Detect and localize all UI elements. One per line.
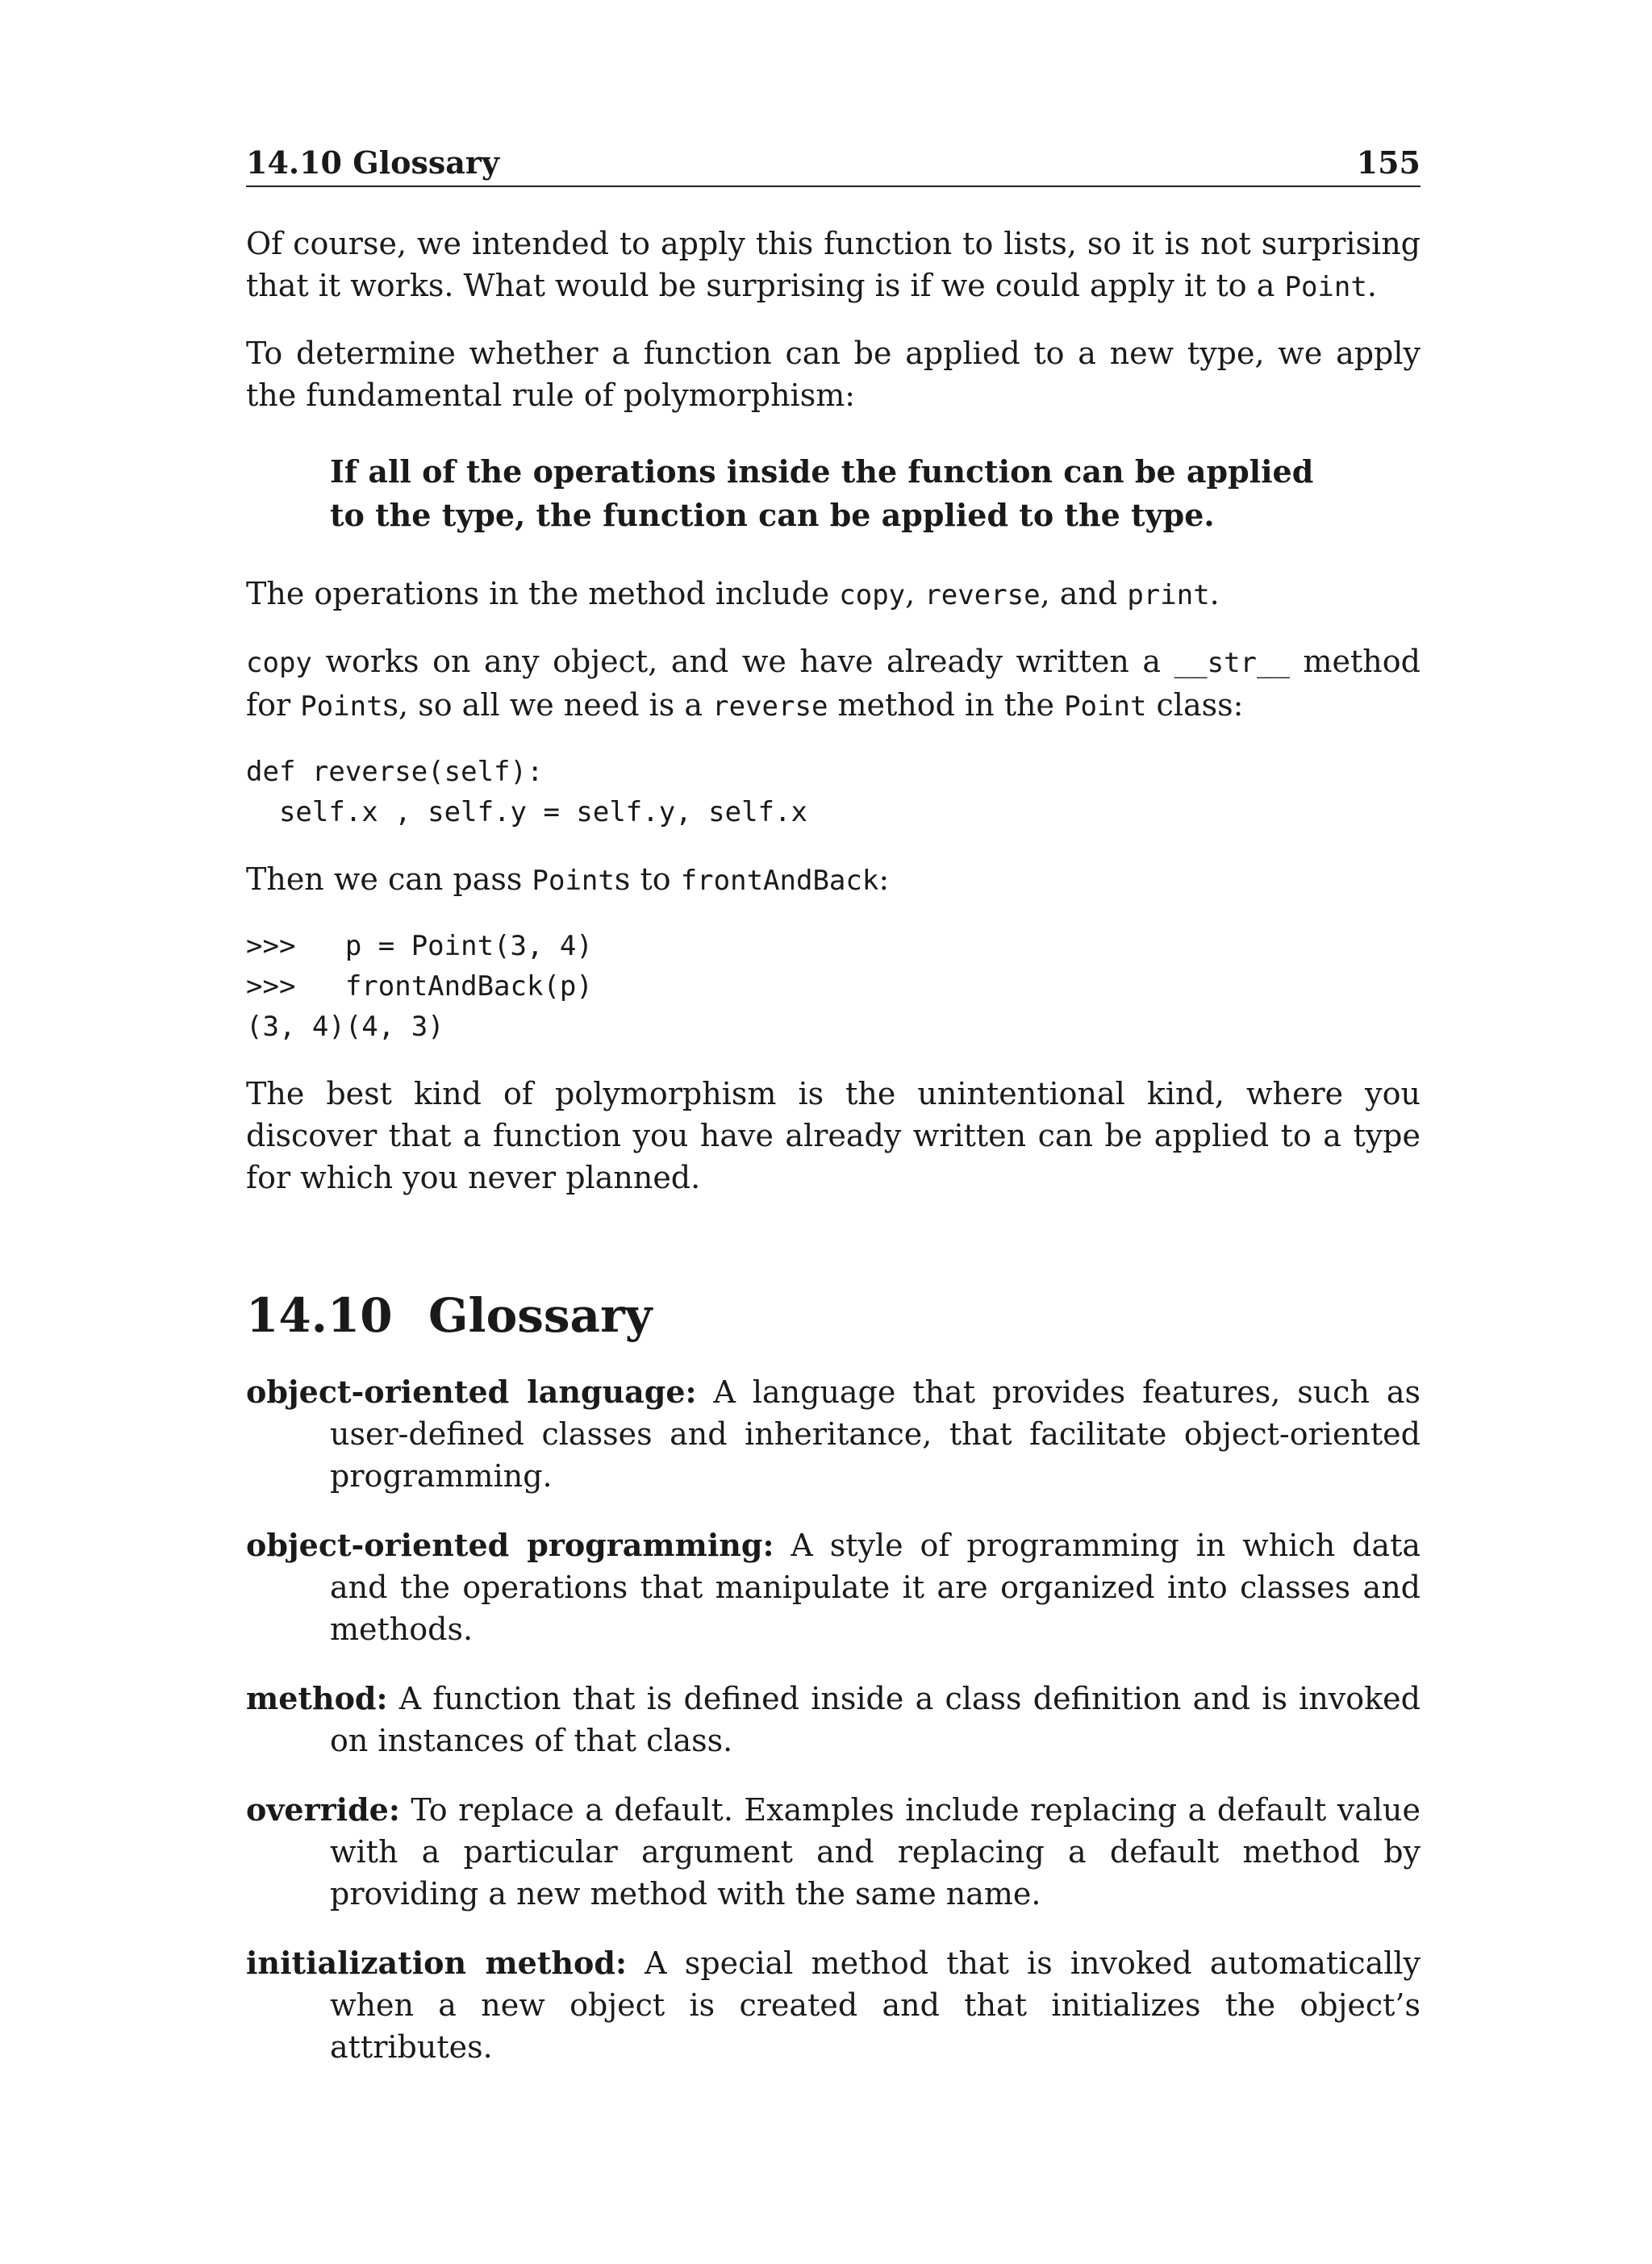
- paragraph-operations: The operations in the method include copy, reverse, and print.: [246, 576, 1220, 611]
- paragraph-determine-type: To determine whether a function can be applied to a new type, we apply the fundamental rule of polymorphism:: [246, 336, 1420, 413]
- section-number: 14.10: [246, 1288, 393, 1343]
- paragraph-pass-points: Then we can pass Points to frontAndBack:: [246, 861, 890, 897]
- section-heading: [246, 1287, 1420, 1344]
- book-page: [246, 145, 1420, 2095]
- section-title: Glossary: [428, 1288, 653, 1343]
- running-header: [246, 145, 1420, 187]
- header-page-number: 155: [1356, 144, 1420, 181]
- glossary-entry: object-oriented language: A language that provides features, such as user-defined classes and inheritance, that facilitate object-oriented programming.: [246, 1374, 1420, 1494]
- header-section-title: 14.10 Glossary: [246, 144, 499, 181]
- paragraph-unintentional: The best kind of polymorphism is the unintentional kind, where you discover that a function you have already written can be applied to a type for which you never planned.: [246, 1076, 1420, 1195]
- code-reverse-method: def reverse(self): self.x , self.y = self.y, self.x: [246, 756, 807, 828]
- glossary-entry: method: A function that is defined inside a class definition and is invoked on instances of that class.: [246, 1680, 1420, 1758]
- paragraph-lists-point: Of course, we intended to apply this function to lists, so it is not surprising that it works. What would be surprising is if we could apply it to a Point.: [246, 226, 1420, 303]
- code-interpreter-session: >>> p = Point(3, 4) >>> frontAndBack(p) (3, 4)(4, 3): [246, 930, 593, 1043]
- polymorphism-rule: If all of the operations inside the function can be applied to the type, the function can be applied to the type.: [330, 453, 1314, 533]
- glossary-entry: override: To replace a default. Examples include replacing a default value with a particular argument and replacing a default method by providing a new method with the same name.: [246, 1791, 1420, 1912]
- paragraph-copy-works: copy works on any object, and we have already written a __str__ method for Points, so all we need is a reverse method in the Point class:: [246, 644, 1420, 723]
- glossary-entry: initialization method: A special method that is invoked automatically when a new object is created and that initializes the object’s attributes.: [246, 1945, 1420, 2065]
- glossary-entry: object-oriented programming: A style of programming in which data and the operations that manipulate it are organized into classes and methods.: [246, 1527, 1420, 1647]
